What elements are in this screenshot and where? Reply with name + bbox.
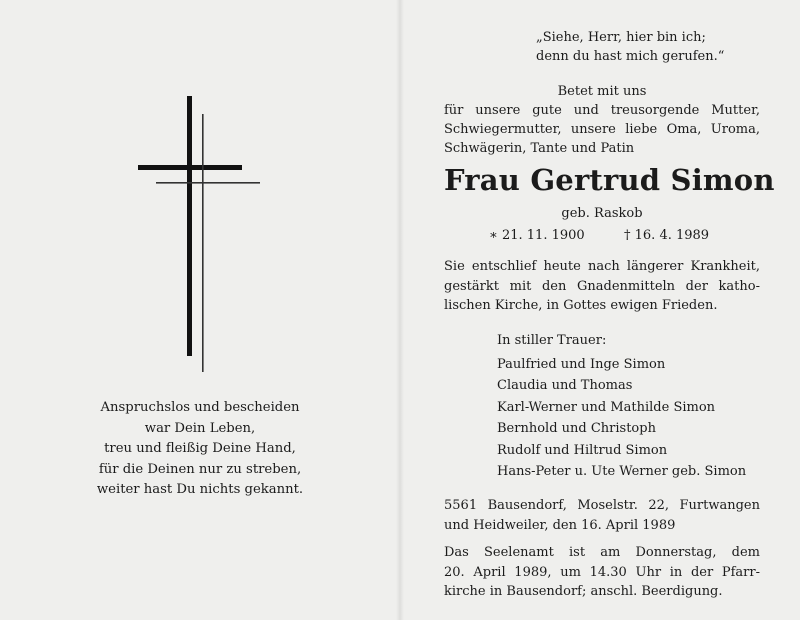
intro-line: Schwiegermutter, unsere liebe Oma, Uroma, <box>444 122 760 137</box>
death-date: † 16. 4. 1989 <box>624 228 710 243</box>
memorial-verse <box>40 398 360 501</box>
verse-line: treu und fleißig Deine Hand, <box>104 441 296 456</box>
service-line: 20. April 1989, um 14.30 Uhr in der Pfarr- <box>444 564 760 580</box>
bible-quote <box>536 28 762 66</box>
address-line: und Heidweiler, den 16. April 1989 <box>444 517 676 533</box>
verse-line: war Dein Leben, <box>144 420 256 436</box>
birth-date: ∗ 21. 11. 1900 <box>489 228 585 243</box>
right-page <box>400 0 800 620</box>
mourner-name: Karl-Werner und Mathilde Simon <box>497 399 716 415</box>
quote-line: „Siehe, Herr, hier bin ich; <box>536 30 706 45</box>
death-notice <box>444 257 760 316</box>
mourner-name: Claudia und Thomas <box>497 378 633 393</box>
mourner-name: Hans-Peter u. Ute Werner geb. Simon <box>497 464 747 479</box>
verse-line: für die Deinen nur zu streben, <box>98 461 302 477</box>
prayer-intro <box>444 82 760 158</box>
mourner-name: Bernhold und Christoph <box>497 421 656 436</box>
birth-name: geb. Raskob <box>561 206 643 221</box>
quote-line: denn du hast mich gerufen.“ <box>536 49 725 64</box>
notice-line: lischen Kirche, in Gottes ewigen Frieden. <box>444 298 718 314</box>
service-notice <box>444 543 760 602</box>
address-block <box>444 496 760 535</box>
verse-line: Anspruchslos und bescheiden <box>100 400 300 415</box>
address-line: 5561 Bausendorf, Moselstr. 22, Furtwangen <box>444 498 760 513</box>
mourners-list <box>497 330 746 483</box>
mourners-heading: In stiller Trauer: <box>497 333 607 348</box>
intro-line: für unsere gute und treusorgende Mutter, <box>444 103 760 118</box>
intro-line: Betet mit uns <box>557 84 647 99</box>
service-line: Das Seelenamt ist am Donnerstag, dem <box>444 545 760 560</box>
deceased-name: Frau Gertrud Simon <box>444 163 775 197</box>
intro-line: Schwägerin, Tante und Patin <box>444 141 635 156</box>
mourner-name: Paulfried und Inge Simon <box>497 356 666 372</box>
verse-line: weiter hast Du nichts gekannt. <box>96 482 304 497</box>
notice-line: gestärkt mit den Gnadenmitteln der katho- <box>444 278 760 294</box>
cross-icon <box>130 90 270 380</box>
notice-line: Sie entschlief heute nach längerer Krankheit, <box>444 259 760 274</box>
mourner-name: Rudolf und Hiltrud Simon <box>497 442 668 458</box>
service-line: kirche in Bausendorf; anschl. Beerdigung. <box>444 584 723 600</box>
